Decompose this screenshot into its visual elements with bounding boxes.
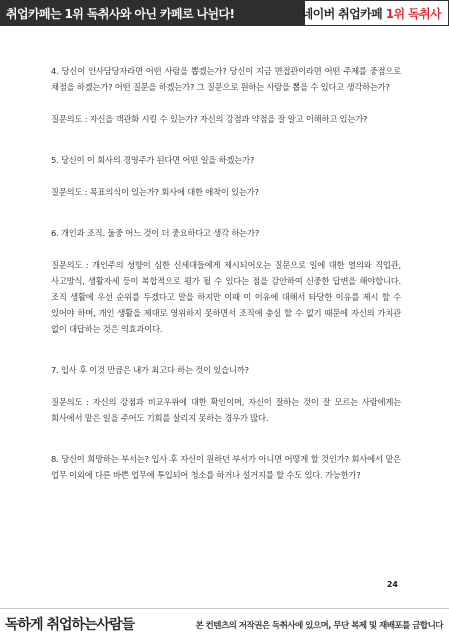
answer-intent-7: 질문의도 : 자신의 강점과 비교우위에 대한 확인이며, 자신이 잘하는 것이 잘 모르는 사람에게는 회사에서 맡은 일을 주어도 기회를 살리지 못하는 경우가 많다. [51, 397, 401, 423]
question-4: 4. 당신이 인사담당자라면 어떤 사람을 뽑겠는가? 당신이 지금 면접관이라면 어떤 주제를 중점으로 채점을 하겠는가? 어떤 질문을 하겠는가? 그 질문으로 원하는 사람을 뽑을 수 있다고 생각하는가? [51, 66, 401, 92]
question-8: 8. 당신이 희망하는 부서는? 입사 후 자신이 원하던 부서가 아니면 어떻게 할 것인가? 회사에서 맡은 업무 이외에 다른 바쁜 업무에 투입되어 청소를 하거나 설거지를 할 수도 있다. 가능한가? [51, 454, 401, 480]
question-6: 6. 개인과 조직. 둘중 어느 것이 더 중요하다고 생각 하는가? [51, 228, 260, 238]
answer-intent-6: 질문의도 : 개인주의 성향이 심한 신세대들에게 제시되어오는 질문으로 일에 대한 열의와 직업관, 사고방식, 생활자세 등이 복합적으로 평가 될 수 있다는 점을 감안하여 신중한 답변을 해야합니다. 조직 생활에 우선 순위를 두겠다고 말을 하지만 이때 이 이유에 대해서 타당한 이유를 제시 할 수 있어야 하며, 개인 생활을 제대로 영위하지 못하면서 조직에 충실 할 수 없기 때문에 자신의 가치관 없이 대답하는 것은 역효과이다. [51, 260, 401, 334]
header-brand-prefix: 네이버 취업카페 [301, 7, 386, 21]
answer-intent-5: 질문의도 : 목표의식이 있는가? 회사에 대한 애착이 있는가? [51, 187, 259, 197]
page-number: 24 [386, 580, 398, 589]
header-slogan: 취업카페는 1위 독취사와 아닌 카페로 나뉜다! [6, 7, 235, 21]
header-brand-highlight: 1위 독취사 [385, 7, 441, 21]
answer-intent-4: 질문의도 : 자신을 객관화 시킬 수 있는가? 자신의 강점과 약점을 잘 알고 이해하고 있는가? [51, 114, 368, 124]
header-banner [0, 0, 449, 26]
footer-divider [0, 608, 449, 609]
copyright-notice: 본 컨텐츠의 저작권은 독취사에 있으며, 무단 복제 및 재배포를 금합니다 [195, 621, 443, 631]
question-7: 7. 입사 후 이것 만큼은 내가 최고다 하는 것이 있습니까? [51, 365, 249, 375]
question-5: 5. 당신이 이 회사의 경영주가 된다면 어떤 일을 하겠는가? [51, 155, 255, 165]
header-brand [302, 5, 441, 22]
document-body [51, 63, 401, 483]
footer-slogan: 독하게 취업하는사람들 [5, 617, 135, 633]
